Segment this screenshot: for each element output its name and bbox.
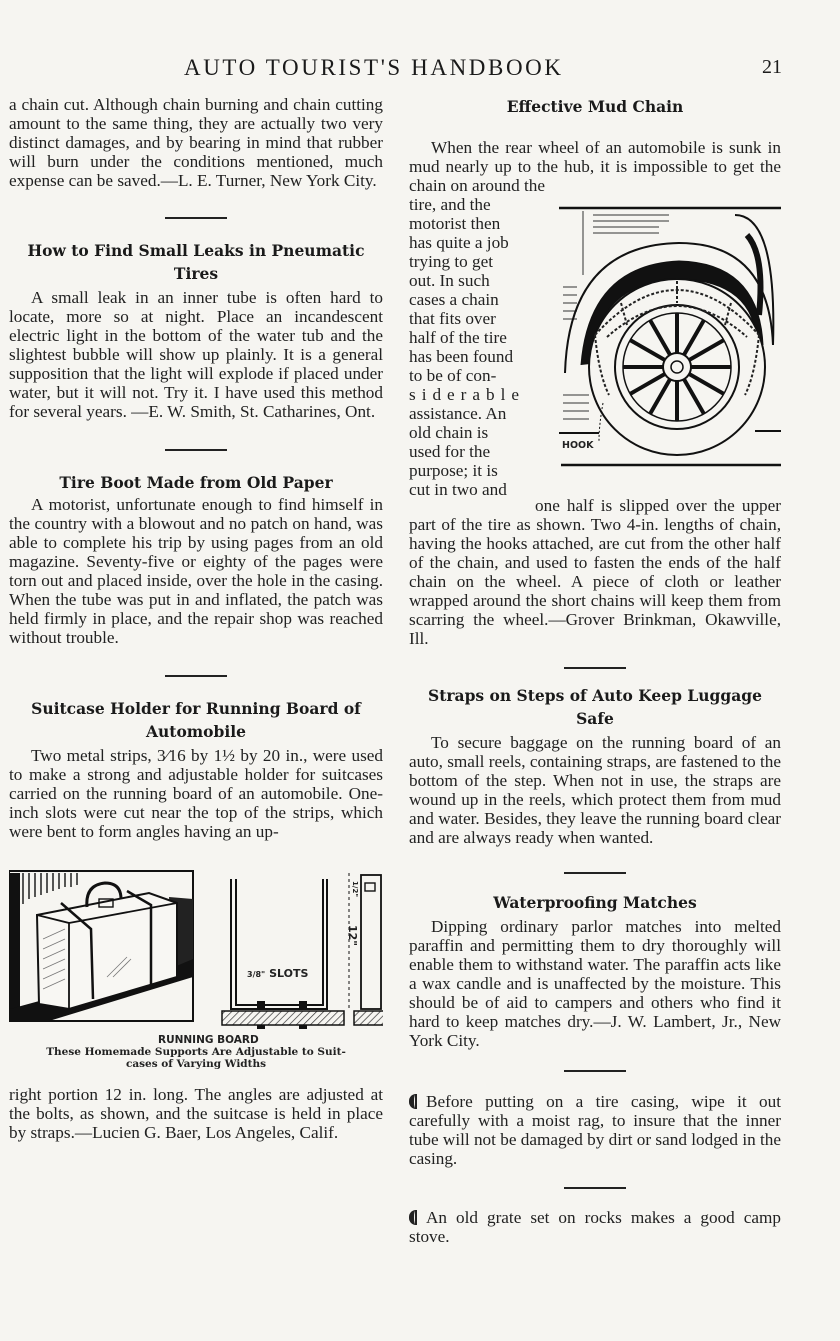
section-divider [564, 872, 626, 874]
wrapped-text-block [409, 195, 781, 499]
note-tire-casing [409, 1092, 781, 1168]
wrapped-line: cut in two and [409, 480, 507, 499]
article-small-leaks [9, 239, 383, 421]
hook-label: HOOK [562, 440, 594, 451]
height-label: 12" [346, 924, 360, 947]
continued-paragraph: a chain cut. Although chain burning and chain cutting amount to the same thing, they are actually two very distinct damages, and by bearing in mind that rubber will burn under the conditions mentioned, much expense can be saved.—L. E. Turner, New York City. [9, 95, 383, 190]
slots-label [247, 967, 308, 980]
article-mud-chain [409, 95, 781, 648]
section-divider [564, 1070, 626, 1072]
wrapped-line: tire, and the [409, 195, 491, 214]
wrapped-line: has been found [409, 347, 514, 366]
article-suitcase-holder [9, 697, 383, 1142]
article-title: Tire Boot Made from Old Paper [59, 473, 333, 492]
mud-chain-figure [559, 195, 781, 467]
suitcase-illustration [9, 859, 383, 1029]
half-inch-label: 1/2" [350, 881, 359, 897]
running-head [0, 55, 840, 85]
note-text [409, 1092, 781, 1168]
note-body: An old grate set on rocks makes a good camp stove. [409, 1208, 781, 1246]
wrapped-line: used for the [409, 442, 491, 461]
note-text [409, 1208, 781, 1246]
article-title: Effective Mud Chain [506, 97, 684, 116]
article-tire-boot [9, 471, 383, 647]
section-divider [564, 667, 626, 669]
section-divider [564, 1187, 626, 1189]
page-number: 21 [762, 56, 782, 78]
running-title: AUTO TOURIST'S HANDBOOK [184, 55, 564, 80]
paragraph-mark-icon [409, 1210, 424, 1225]
running-board-label: RUNNING BOARD [158, 1034, 259, 1046]
right-column [409, 95, 781, 1246]
wrapped-line: siderable [409, 385, 526, 404]
wrapped-text [409, 195, 535, 499]
article-straps-on-steps [409, 684, 781, 847]
figure-caption [9, 1046, 383, 1070]
article-body: Dipping ordinary parlor matches into melted paraffin and permitting them to dry thoroughly will enable them to withstand water. The paraffin acts like a wax candle and is unaffected by the moisture. This should be of aid to campers and others who find it hard to keep matches dry.—J. W. Lambert, Jr., New York City. [409, 917, 781, 1050]
wrapped-line: purpose; it is [409, 461, 498, 480]
slot-size-label: 3/8" [247, 970, 266, 979]
wrapped-line: has quite a job [409, 233, 509, 252]
wrapped-line: old chain is [409, 423, 489, 442]
note-body: Before putting on a tire casing, wipe it out carefully with a moist rag, to insure that the inner tube will not be damaged by dirt or sand lodged in the casing. [409, 1092, 781, 1168]
article-waterproofing-matches [409, 891, 781, 1050]
article-body: Two metal strips, 3⁄16 by 1½ by 20 in., were used to make a strong and adjustable holder for suitcases carried on the running board of an automobile. One-inch slots were cut near the top of the strips, which were bent to form angles having an up- [9, 746, 383, 841]
article-title [9, 697, 383, 743]
wrapped-line: half of the tire [409, 328, 507, 347]
caption-line: These Homemade Supports Are Adjustable to Suit- [46, 1046, 346, 1058]
slots-text: SLOTS [269, 967, 309, 980]
article-body-continued: one half is slipped over the upper part of the tire as shown. Two 4-in. lengths of chain, having the hooks attached, are cut from the other half of the chain, and used to fasten the ends of the half chain on the wheel. A piece of cloth or leather wrapped around the short chains will keep them from scarring the wheel.—Grover Brinkman, Okawville, Ill. [409, 496, 781, 648]
wrapped-line: that fits over [409, 309, 496, 328]
title-line: Suitcase Holder for Running Board of [31, 699, 361, 718]
section-divider [165, 449, 227, 451]
section-divider [165, 217, 227, 219]
article-title: Waterproofing Matches [493, 893, 697, 912]
wrapped-line: assistance. An [409, 404, 507, 423]
title-line: Safe [576, 709, 614, 728]
wrapped-line: motorist then [409, 214, 501, 233]
article-title [9, 239, 383, 285]
wrapped-line: to be of con- [409, 366, 497, 385]
article-title [409, 684, 781, 730]
article-body: To secure baggage on the running board of an auto, small reels, containing straps, are fastened to the bottom of the step. When not in use, the straps are wound up in the reels, which protect them from mud and water. Besides, they leave the running board clear and are always ready when wanted. [409, 733, 781, 847]
section-divider [165, 675, 227, 677]
article-body: When the rear wheel of an automobile is sunk in mud nearly up to the hub, it is impossible to get the chain on around the [409, 138, 781, 195]
article-body: A small leak in an inner tube is often hard to locate, more so at night. Place an incandescent electric light in the bottom of the water tub and the slightest bubble will show up plainly. It is a general supposition that the light will explode if placed under water, but it will not. Try it. I have used this method for several years. —E. W. Smith, St. Catharines, Ont. [9, 288, 383, 421]
title-line: Tires [173, 264, 219, 283]
wrapped-line: trying to get [409, 252, 494, 271]
title-line: Automobile [145, 722, 246, 741]
paragraph-mark-icon [409, 1094, 424, 1109]
left-column [9, 95, 383, 1142]
title-line: How to Find Small Leaks in Pneumatic [27, 241, 365, 260]
note-camp-stove [409, 1208, 781, 1246]
wrapped-line: out. In such [409, 271, 490, 290]
article-body-continued: right portion 12 in. long. The angles are adjusted at the bolts, as shown, and the suitcase is held in place by straps.—Lucien G. Baer, Los Angeles, Calif. [9, 1085, 383, 1142]
wrapped-line: cases a chain [409, 290, 499, 309]
suitcase-holder-figure [9, 859, 383, 1070]
title-line: Straps on Steps of Auto Keep Luggage [428, 686, 762, 705]
wheel-with-chain-illustration [559, 195, 781, 467]
article-body: A motorist, unfortunate enough to find himself in the country with a blowout and no patch on hand, was able to complete his trip by using pages from an old magazine. Seventy-five or eighty of the pages were torn out and placed inside, over the hole in the casing. When the tube was put in and inflated, the patch was held firmly in place, and the repair shop was reached without trouble. [9, 495, 383, 647]
caption-line: cases of Varying Widths [125, 1058, 267, 1070]
